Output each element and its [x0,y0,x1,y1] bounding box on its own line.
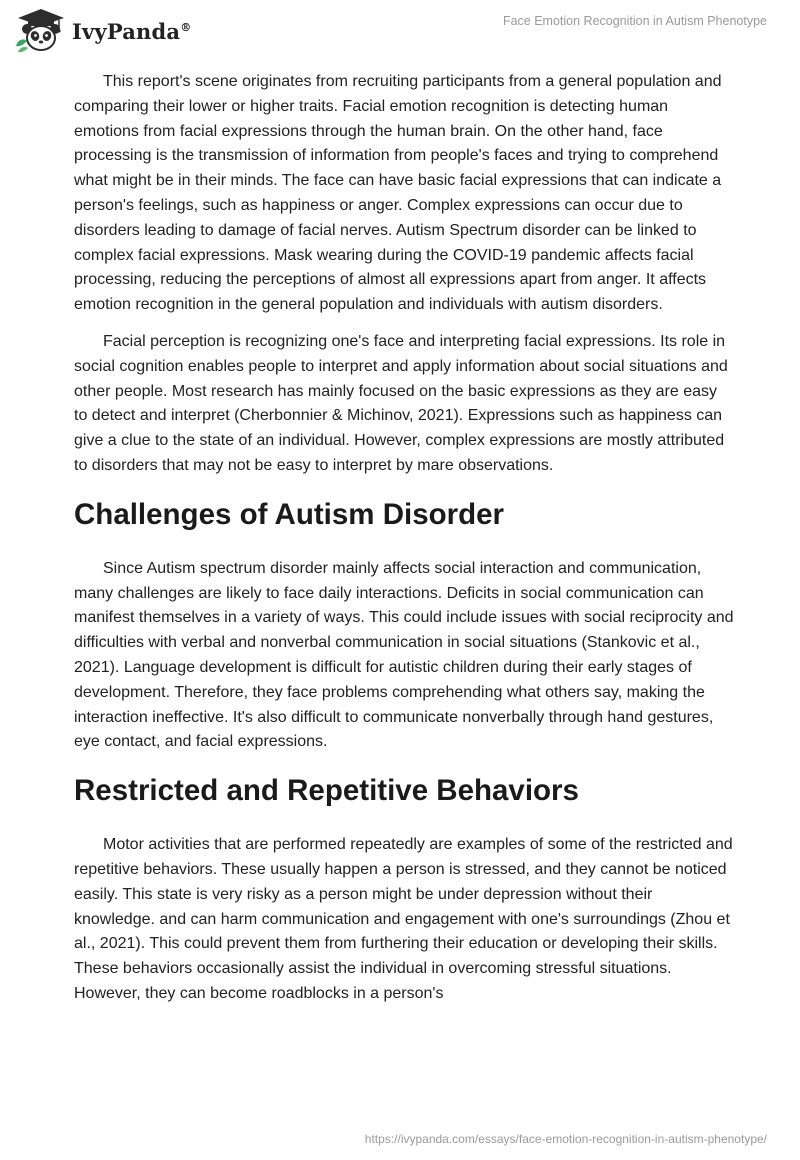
brand-name: IvyPanda® [72,18,192,44]
ivypanda-logo[interactable] [14,8,191,54]
section-heading: Challenges of Autism Disorder [74,497,505,531]
paragraph: This report's scene originates from recruiting participants from a general population and comparing their lower or higher traits. Facial emotion recognition is detecting human emotions from facial expressions through the human brain. On the other hand, face processing is the transmission of information from people's faces and trying to comprehend what might be in their minds. The face can have basic facial expressions that can indicate a person's feelings, such as happiness or anger. Complex expressions can occur due to disorders leading to damage of facial nerves. Autism Spectrum disorder can be linked to complex facial expressions. Mask wearing during the COVID-19 pandemic affects facial processing, reducing the perceptions of almost all expressions apart from anger. It affects emotion recognition in the general population and individuals with autism disorders. [74,73,722,314]
essay-body [74,70,734,1019]
source-url-link[interactable]: https://ivypanda.com/essays/face-emotion-recognition-in-autism-phenotype/ [364,1132,767,1146]
paragraph: Facial perception is recognizing one's face and interpreting facial expressions. Its role in social cognition enables people to interpret and apply information about social situations and other people. Most research has mainly focused on the basic expressions as they are easy to detect and interpret (Cherbonnier & Michinov, 2021). Expressions such as happiness can give a clue to the state of an individual. However, complex expressions are mostly attributed to disorders that may not be easy to interpret by mare observations. [74,332,728,474]
paragraph: Since Autism spectrum disorder mainly affects social interaction and communication, many challenges are likely to face daily interactions. Deficits in social communication can manifest themselves in a variety of ways. This could include issues with social reciprocity and difficulties with verbal and nonverbal communication in social situations (Stankovic et al., 2021). Language development is difficult for autistic children during their early stages of development. Therefore, they face problems comprehending what others say, making the interaction ineffective. It's also difficult to communicate nonverbally through hand gestures, eye contact, and facial expressions. [74,559,734,751]
page-header [0,0,800,60]
document-title: Face Emotion Recognition in Autism Phenotype [502,14,767,28]
section-heading: Restricted and Repetitive Behaviors [74,774,579,808]
paragraph: Motor activities that are performed repeatedly are examples of some of the restricted and repetitive behaviors. These usually happen a person is stressed, and they cannot be noticed easily. This state is very risky as a person might be under depression without their knowledge. and can harm communication and engagement with one's surroundings (Zhou et al., 2021). This could prevent them from furthering their education or developing their skills. These behaviors occasionally assist the individual in overcoming stressful situations. However, they can become roadblocks in a person's [74,836,733,1002]
panda-graduate-icon [14,8,68,54]
